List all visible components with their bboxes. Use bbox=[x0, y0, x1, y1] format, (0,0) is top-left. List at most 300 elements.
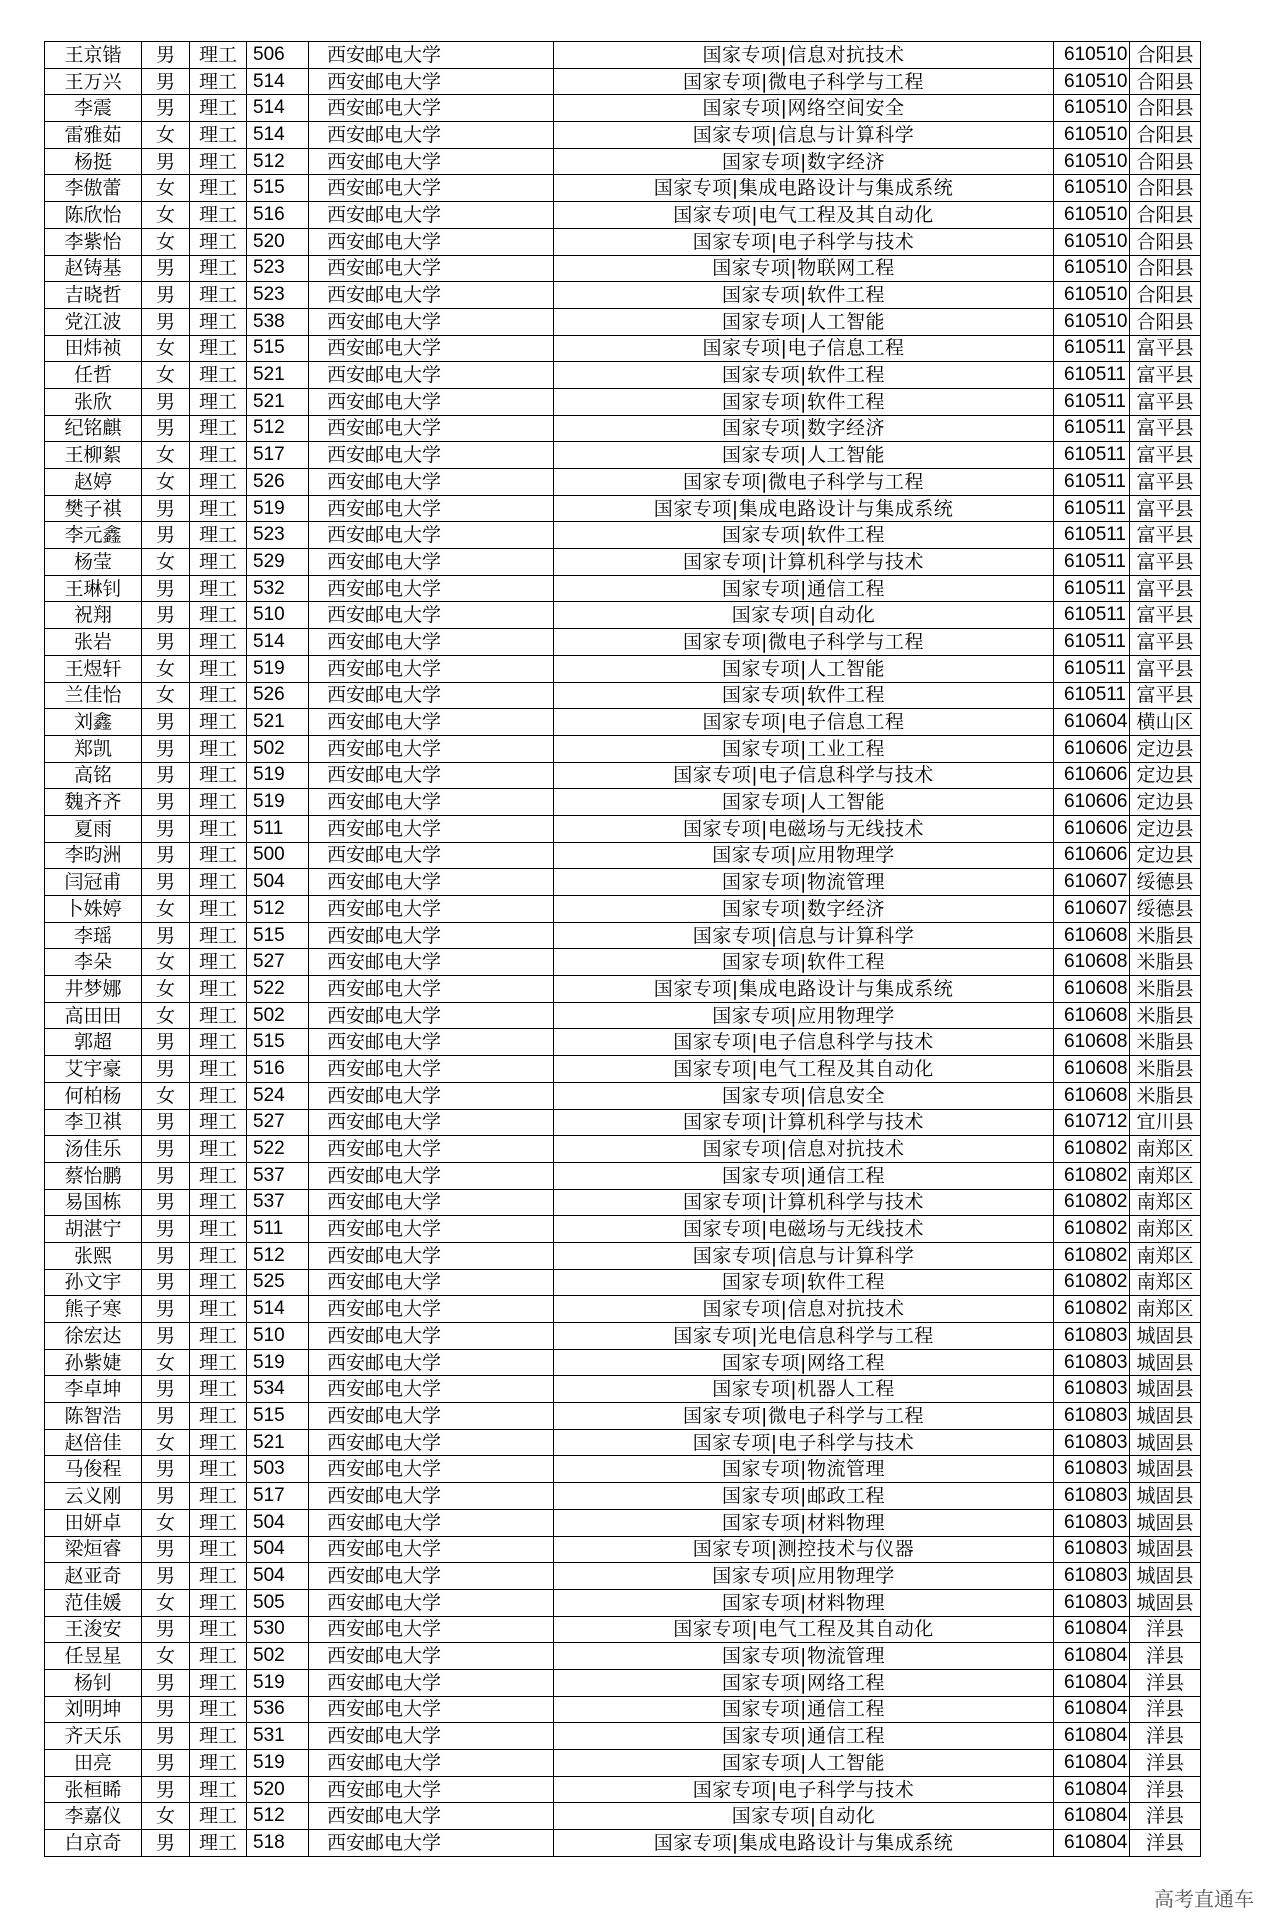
gender-cell: 女 bbox=[142, 1589, 190, 1616]
subject-type-cell: 理工 bbox=[190, 922, 247, 949]
subject-type-cell: 理工 bbox=[190, 122, 247, 149]
table-row bbox=[45, 1669, 1201, 1696]
table-row bbox=[45, 1750, 1201, 1777]
university-cell: 西安邮电大学 bbox=[309, 1669, 554, 1696]
region-code-cell: 610510 bbox=[1054, 228, 1130, 255]
student-name-cell: 田炜祯 bbox=[45, 335, 142, 362]
gender-cell: 男 bbox=[142, 1296, 190, 1323]
major-cell: 国家专项|软件工程 bbox=[554, 388, 1054, 415]
gender-cell: 女 bbox=[142, 228, 190, 255]
student-name-cell: 魏齐齐 bbox=[45, 789, 142, 816]
score-cell: 500 bbox=[247, 842, 309, 869]
student-name-cell: 兰佳怡 bbox=[45, 682, 142, 709]
county-cell: 富平县 bbox=[1130, 362, 1201, 389]
major-cell: 国家专项|集成电路设计与集成系统 bbox=[554, 495, 1054, 522]
student-name-cell: 赵铸基 bbox=[45, 255, 142, 282]
score-cell: 512 bbox=[247, 415, 309, 442]
region-code-cell: 610804 bbox=[1054, 1776, 1130, 1803]
gender-cell: 男 bbox=[142, 42, 190, 69]
county-cell: 富平县 bbox=[1130, 655, 1201, 682]
major-cell: 国家专项|信息与计算科学 bbox=[554, 922, 1054, 949]
region-code-cell: 610804 bbox=[1054, 1723, 1130, 1750]
university-cell: 西安邮电大学 bbox=[309, 122, 554, 149]
gender-cell: 女 bbox=[142, 549, 190, 576]
subject-type-cell: 理工 bbox=[190, 362, 247, 389]
county-cell: 宜川县 bbox=[1130, 1109, 1201, 1136]
university-cell: 西安邮电大学 bbox=[309, 842, 554, 869]
score-cell: 529 bbox=[247, 549, 309, 576]
score-cell: 537 bbox=[247, 1162, 309, 1189]
table-row bbox=[45, 896, 1201, 923]
gender-cell: 男 bbox=[142, 575, 190, 602]
major-cell: 国家专项|计算机科学与技术 bbox=[554, 1189, 1054, 1216]
region-code-cell: 610803 bbox=[1054, 1323, 1130, 1350]
major-cell: 国家专项|信息对抗技术 bbox=[554, 1296, 1054, 1323]
table-row bbox=[45, 255, 1201, 282]
gender-cell: 女 bbox=[142, 122, 190, 149]
score-cell: 504 bbox=[247, 869, 309, 896]
score-cell: 538 bbox=[247, 308, 309, 335]
major-cell: 国家专项|通信工程 bbox=[554, 1162, 1054, 1189]
table-row bbox=[45, 1242, 1201, 1269]
major-cell: 国家专项|人工智能 bbox=[554, 655, 1054, 682]
major-cell: 国家专项|电子科学与技术 bbox=[554, 1776, 1054, 1803]
major-cell: 国家专项|电气工程及其自动化 bbox=[554, 202, 1054, 229]
county-cell: 定边县 bbox=[1130, 842, 1201, 869]
region-code-cell: 610607 bbox=[1054, 896, 1130, 923]
student-name-cell: 赵倍佳 bbox=[45, 1429, 142, 1456]
table-row bbox=[45, 522, 1201, 549]
region-code-cell: 610802 bbox=[1054, 1189, 1130, 1216]
university-cell: 西安邮电大学 bbox=[309, 1616, 554, 1643]
major-cell: 国家专项|信息对抗技术 bbox=[554, 42, 1054, 69]
region-code-cell: 610803 bbox=[1054, 1456, 1130, 1483]
table-row bbox=[45, 95, 1201, 122]
county-cell: 南郑区 bbox=[1130, 1242, 1201, 1269]
region-code-cell: 610802 bbox=[1054, 1269, 1130, 1296]
subject-type-cell: 理工 bbox=[190, 1109, 247, 1136]
county-cell: 城固县 bbox=[1130, 1509, 1201, 1536]
county-cell: 定边县 bbox=[1130, 735, 1201, 762]
major-cell: 国家专项|计算机科学与技术 bbox=[554, 1109, 1054, 1136]
region-code-cell: 610803 bbox=[1054, 1403, 1130, 1430]
gender-cell: 男 bbox=[142, 1109, 190, 1136]
region-code-cell: 610608 bbox=[1054, 1056, 1130, 1083]
county-cell: 南郑区 bbox=[1130, 1216, 1201, 1243]
table-row bbox=[45, 1723, 1201, 1750]
gender-cell: 女 bbox=[142, 202, 190, 229]
county-cell: 南郑区 bbox=[1130, 1296, 1201, 1323]
major-cell: 国家专项|电磁场与无线技术 bbox=[554, 1216, 1054, 1243]
university-cell: 西安邮电大学 bbox=[309, 202, 554, 229]
university-cell: 西安邮电大学 bbox=[309, 1002, 554, 1029]
university-cell: 西安邮电大学 bbox=[309, 682, 554, 709]
major-cell: 国家专项|应用物理学 bbox=[554, 1563, 1054, 1590]
subject-type-cell: 理工 bbox=[190, 1509, 247, 1536]
county-cell: 富平县 bbox=[1130, 629, 1201, 656]
university-cell: 西安邮电大学 bbox=[309, 335, 554, 362]
major-cell: 国家专项|通信工程 bbox=[554, 1696, 1054, 1723]
subject-type-cell: 理工 bbox=[190, 1429, 247, 1456]
score-cell: 519 bbox=[247, 1349, 309, 1376]
table-row bbox=[45, 1349, 1201, 1376]
major-cell: 国家专项|物流管理 bbox=[554, 1643, 1054, 1670]
county-cell: 米脂县 bbox=[1130, 976, 1201, 1003]
region-code-cell: 610803 bbox=[1054, 1483, 1130, 1510]
county-cell: 富平县 bbox=[1130, 549, 1201, 576]
student-name-cell: 卜姝婷 bbox=[45, 896, 142, 923]
university-cell: 西安邮电大学 bbox=[309, 735, 554, 762]
score-cell: 505 bbox=[247, 1589, 309, 1616]
score-cell: 504 bbox=[247, 1563, 309, 1590]
score-cell: 526 bbox=[247, 682, 309, 709]
gender-cell: 男 bbox=[142, 95, 190, 122]
student-name-cell: 赵亚奇 bbox=[45, 1563, 142, 1590]
university-cell: 西安邮电大学 bbox=[309, 976, 554, 1003]
university-cell: 西安邮电大学 bbox=[309, 469, 554, 496]
table-row bbox=[45, 1162, 1201, 1189]
major-cell: 国家专项|工业工程 bbox=[554, 735, 1054, 762]
student-name-cell: 田亮 bbox=[45, 1750, 142, 1777]
gender-cell: 女 bbox=[142, 655, 190, 682]
county-cell: 合阳县 bbox=[1130, 95, 1201, 122]
major-cell: 国家专项|网络工程 bbox=[554, 1669, 1054, 1696]
major-cell: 国家专项|电子信息工程 bbox=[554, 709, 1054, 736]
score-cell: 516 bbox=[247, 202, 309, 229]
subject-type-cell: 理工 bbox=[190, 202, 247, 229]
region-code-cell: 610606 bbox=[1054, 762, 1130, 789]
major-cell: 国家专项|软件工程 bbox=[554, 1269, 1054, 1296]
region-code-cell: 610803 bbox=[1054, 1509, 1130, 1536]
table-row bbox=[45, 1323, 1201, 1350]
score-cell: 521 bbox=[247, 362, 309, 389]
gender-cell: 男 bbox=[142, 255, 190, 282]
gender-cell: 男 bbox=[142, 1563, 190, 1590]
score-cell: 519 bbox=[247, 655, 309, 682]
table-row bbox=[45, 469, 1201, 496]
score-cell: 534 bbox=[247, 1376, 309, 1403]
table-body bbox=[45, 42, 1201, 1857]
table-row bbox=[45, 1376, 1201, 1403]
subject-type-cell: 理工 bbox=[190, 1589, 247, 1616]
gender-cell: 男 bbox=[142, 1189, 190, 1216]
major-cell: 国家专项|微电子科学与工程 bbox=[554, 629, 1054, 656]
major-cell: 国家专项|电气工程及其自动化 bbox=[554, 1616, 1054, 1643]
student-name-cell: 胡湛宁 bbox=[45, 1216, 142, 1243]
score-cell: 514 bbox=[247, 68, 309, 95]
score-cell: 502 bbox=[247, 735, 309, 762]
region-code-cell: 610803 bbox=[1054, 1376, 1130, 1403]
score-cell: 517 bbox=[247, 1483, 309, 1510]
university-cell: 西安邮电大学 bbox=[309, 175, 554, 202]
county-cell: 合阳县 bbox=[1130, 68, 1201, 95]
gender-cell: 男 bbox=[142, 1056, 190, 1083]
student-name-cell: 李瑶 bbox=[45, 922, 142, 949]
subject-type-cell: 理工 bbox=[190, 896, 247, 923]
student-name-cell: 祝翔 bbox=[45, 602, 142, 629]
gender-cell: 男 bbox=[142, 602, 190, 629]
region-code-cell: 610606 bbox=[1054, 735, 1130, 762]
county-cell: 洋县 bbox=[1130, 1696, 1201, 1723]
region-code-cell: 610803 bbox=[1054, 1589, 1130, 1616]
subject-type-cell: 理工 bbox=[190, 869, 247, 896]
table-row bbox=[45, 1509, 1201, 1536]
student-name-cell: 杨钊 bbox=[45, 1669, 142, 1696]
student-name-cell: 吉晓哲 bbox=[45, 282, 142, 309]
table-row bbox=[45, 1483, 1201, 1510]
major-cell: 国家专项|电子科学与技术 bbox=[554, 1429, 1054, 1456]
table-row bbox=[45, 1002, 1201, 1029]
region-code-cell: 610511 bbox=[1054, 495, 1130, 522]
score-cell: 525 bbox=[247, 1269, 309, 1296]
major-cell: 国家专项|通信工程 bbox=[554, 1723, 1054, 1750]
table-row bbox=[45, 42, 1201, 69]
county-cell: 合阳县 bbox=[1130, 42, 1201, 69]
table-row bbox=[45, 1456, 1201, 1483]
student-name-cell: 王万兴 bbox=[45, 68, 142, 95]
score-cell: 512 bbox=[247, 896, 309, 923]
university-cell: 西安邮电大学 bbox=[309, 1136, 554, 1163]
student-name-cell: 任哲 bbox=[45, 362, 142, 389]
student-name-cell: 张桓睎 bbox=[45, 1776, 142, 1803]
student-name-cell: 李朵 bbox=[45, 949, 142, 976]
county-cell: 米脂县 bbox=[1130, 922, 1201, 949]
major-cell: 国家专项|应用物理学 bbox=[554, 842, 1054, 869]
table-row bbox=[45, 202, 1201, 229]
major-cell: 国家专项|微电子科学与工程 bbox=[554, 469, 1054, 496]
university-cell: 西安邮电大学 bbox=[309, 602, 554, 629]
region-code-cell: 610511 bbox=[1054, 522, 1130, 549]
university-cell: 西安邮电大学 bbox=[309, 629, 554, 656]
student-name-cell: 高田田 bbox=[45, 1002, 142, 1029]
table-row bbox=[45, 869, 1201, 896]
university-cell: 西安邮电大学 bbox=[309, 1029, 554, 1056]
university-cell: 西安邮电大学 bbox=[309, 1509, 554, 1536]
student-name-cell: 闫冠甫 bbox=[45, 869, 142, 896]
score-cell: 532 bbox=[247, 575, 309, 602]
student-name-cell: 范佳媛 bbox=[45, 1589, 142, 1616]
table-row bbox=[45, 1776, 1201, 1803]
table-row bbox=[45, 1643, 1201, 1670]
gender-cell: 男 bbox=[142, 1750, 190, 1777]
student-name-cell: 孙紫婕 bbox=[45, 1349, 142, 1376]
university-cell: 西安邮电大学 bbox=[309, 815, 554, 842]
student-name-cell: 李卫祺 bbox=[45, 1109, 142, 1136]
county-cell: 合阳县 bbox=[1130, 122, 1201, 149]
table-row bbox=[45, 976, 1201, 1003]
major-cell: 国家专项|数字经济 bbox=[554, 896, 1054, 923]
region-code-cell: 610608 bbox=[1054, 1082, 1130, 1109]
gender-cell: 女 bbox=[142, 949, 190, 976]
score-cell: 502 bbox=[247, 1643, 309, 1670]
county-cell: 洋县 bbox=[1130, 1776, 1201, 1803]
subject-type-cell: 理工 bbox=[190, 95, 247, 122]
university-cell: 西安邮电大学 bbox=[309, 1269, 554, 1296]
score-cell: 512 bbox=[247, 148, 309, 175]
score-cell: 522 bbox=[247, 976, 309, 1003]
gender-cell: 女 bbox=[142, 175, 190, 202]
county-cell: 城固县 bbox=[1130, 1323, 1201, 1350]
subject-type-cell: 理工 bbox=[190, 1216, 247, 1243]
university-cell: 西安邮电大学 bbox=[309, 762, 554, 789]
gender-cell: 男 bbox=[142, 522, 190, 549]
student-name-cell: 徐宏达 bbox=[45, 1323, 142, 1350]
major-cell: 国家专项|信息安全 bbox=[554, 1082, 1054, 1109]
region-code-cell: 610606 bbox=[1054, 789, 1130, 816]
score-cell: 519 bbox=[247, 495, 309, 522]
region-code-cell: 610511 bbox=[1054, 388, 1130, 415]
gender-cell: 女 bbox=[142, 682, 190, 709]
major-cell: 国家专项|应用物理学 bbox=[554, 1002, 1054, 1029]
gender-cell: 男 bbox=[142, 1136, 190, 1163]
university-cell: 西安邮电大学 bbox=[309, 789, 554, 816]
score-cell: 514 bbox=[247, 122, 309, 149]
score-cell: 515 bbox=[247, 1403, 309, 1430]
subject-type-cell: 理工 bbox=[190, 148, 247, 175]
region-code-cell: 610802 bbox=[1054, 1136, 1130, 1163]
gender-cell: 男 bbox=[142, 815, 190, 842]
county-cell: 城固县 bbox=[1130, 1376, 1201, 1403]
region-code-cell: 610804 bbox=[1054, 1616, 1130, 1643]
county-cell: 城固县 bbox=[1130, 1456, 1201, 1483]
table-row bbox=[45, 922, 1201, 949]
table-row bbox=[45, 815, 1201, 842]
university-cell: 西安邮电大学 bbox=[309, 1216, 554, 1243]
gender-cell: 男 bbox=[142, 1029, 190, 1056]
table-row bbox=[45, 1136, 1201, 1163]
major-cell: 国家专项|材料物理 bbox=[554, 1589, 1054, 1616]
major-cell: 国家专项|物流管理 bbox=[554, 869, 1054, 896]
student-name-cell: 陈智浩 bbox=[45, 1403, 142, 1430]
subject-type-cell: 理工 bbox=[190, 42, 247, 69]
gender-cell: 男 bbox=[142, 1696, 190, 1723]
table-row bbox=[45, 68, 1201, 95]
gender-cell: 男 bbox=[142, 1830, 190, 1857]
table-row bbox=[45, 308, 1201, 335]
county-cell: 南郑区 bbox=[1130, 1269, 1201, 1296]
gender-cell: 女 bbox=[142, 442, 190, 469]
region-code-cell: 610804 bbox=[1054, 1696, 1130, 1723]
university-cell: 西安邮电大学 bbox=[309, 1536, 554, 1563]
university-cell: 西安邮电大学 bbox=[309, 42, 554, 69]
county-cell: 洋县 bbox=[1130, 1669, 1201, 1696]
region-code-cell: 610510 bbox=[1054, 68, 1130, 95]
table-row bbox=[45, 1109, 1201, 1136]
gender-cell: 女 bbox=[142, 362, 190, 389]
gender-cell: 男 bbox=[142, 1403, 190, 1430]
university-cell: 西安邮电大学 bbox=[309, 549, 554, 576]
student-name-cell: 纪铭麒 bbox=[45, 415, 142, 442]
major-cell: 国家专项|网络工程 bbox=[554, 1349, 1054, 1376]
student-name-cell: 汤佳乐 bbox=[45, 1136, 142, 1163]
subject-type-cell: 理工 bbox=[190, 1776, 247, 1803]
student-name-cell: 李傲蕾 bbox=[45, 175, 142, 202]
university-cell: 西安邮电大学 bbox=[309, 1109, 554, 1136]
student-name-cell: 齐天乐 bbox=[45, 1723, 142, 1750]
region-code-cell: 610510 bbox=[1054, 282, 1130, 309]
score-cell: 514 bbox=[247, 629, 309, 656]
watermark-text: 高考直通车 bbox=[1154, 1887, 1254, 1911]
county-cell: 合阳县 bbox=[1130, 148, 1201, 175]
county-cell: 米脂县 bbox=[1130, 1002, 1201, 1029]
university-cell: 西安邮电大学 bbox=[309, 1589, 554, 1616]
student-name-cell: 刘明坤 bbox=[45, 1696, 142, 1723]
table-row bbox=[45, 1296, 1201, 1323]
university-cell: 西安邮电大学 bbox=[309, 1696, 554, 1723]
score-cell: 521 bbox=[247, 709, 309, 736]
major-cell: 国家专项|材料物理 bbox=[554, 1509, 1054, 1536]
student-name-cell: 张熙 bbox=[45, 1242, 142, 1269]
subject-type-cell: 理工 bbox=[190, 282, 247, 309]
table-row bbox=[45, 362, 1201, 389]
university-cell: 西安邮电大学 bbox=[309, 1750, 554, 1777]
subject-type-cell: 理工 bbox=[190, 175, 247, 202]
subject-type-cell: 理工 bbox=[190, 1082, 247, 1109]
student-name-cell: 孙文宇 bbox=[45, 1269, 142, 1296]
table-row bbox=[45, 442, 1201, 469]
major-cell: 国家专项|计算机科学与技术 bbox=[554, 549, 1054, 576]
region-code-cell: 610510 bbox=[1054, 255, 1130, 282]
county-cell: 合阳县 bbox=[1130, 282, 1201, 309]
major-cell: 国家专项|测控技术与仪器 bbox=[554, 1536, 1054, 1563]
major-cell: 国家专项|电磁场与无线技术 bbox=[554, 815, 1054, 842]
table-row bbox=[45, 122, 1201, 149]
subject-type-cell: 理工 bbox=[190, 1029, 247, 1056]
table-row bbox=[45, 175, 1201, 202]
student-name-cell: 李卓坤 bbox=[45, 1376, 142, 1403]
score-cell: 520 bbox=[247, 228, 309, 255]
score-cell: 527 bbox=[247, 1109, 309, 1136]
student-name-cell: 李嘉仪 bbox=[45, 1803, 142, 1830]
county-cell: 城固县 bbox=[1130, 1483, 1201, 1510]
student-name-cell: 何柏杨 bbox=[45, 1082, 142, 1109]
student-name-cell: 党江波 bbox=[45, 308, 142, 335]
gender-cell: 男 bbox=[142, 789, 190, 816]
table-row bbox=[45, 602, 1201, 629]
gender-cell: 男 bbox=[142, 1536, 190, 1563]
gender-cell: 男 bbox=[142, 1723, 190, 1750]
county-cell: 横山区 bbox=[1130, 709, 1201, 736]
subject-type-cell: 理工 bbox=[190, 655, 247, 682]
university-cell: 西安邮电大学 bbox=[309, 869, 554, 896]
university-cell: 西安邮电大学 bbox=[309, 949, 554, 976]
region-code-cell: 610804 bbox=[1054, 1830, 1130, 1857]
region-code-cell: 610608 bbox=[1054, 1002, 1130, 1029]
score-cell: 512 bbox=[247, 1803, 309, 1830]
student-name-cell: 郑凯 bbox=[45, 735, 142, 762]
score-cell: 527 bbox=[247, 949, 309, 976]
table-row bbox=[45, 1056, 1201, 1083]
subject-type-cell: 理工 bbox=[190, 1403, 247, 1430]
subject-type-cell: 理工 bbox=[190, 1002, 247, 1029]
major-cell: 国家专项|电子信息工程 bbox=[554, 335, 1054, 362]
gender-cell: 男 bbox=[142, 415, 190, 442]
score-cell: 510 bbox=[247, 602, 309, 629]
gender-cell: 男 bbox=[142, 388, 190, 415]
table-row bbox=[45, 415, 1201, 442]
score-cell: 510 bbox=[247, 1323, 309, 1350]
gender-cell: 男 bbox=[142, 1456, 190, 1483]
university-cell: 西安邮电大学 bbox=[309, 1456, 554, 1483]
university-cell: 西安邮电大学 bbox=[309, 896, 554, 923]
county-cell: 南郑区 bbox=[1130, 1189, 1201, 1216]
university-cell: 西安邮电大学 bbox=[309, 95, 554, 122]
score-cell: 515 bbox=[247, 175, 309, 202]
subject-type-cell: 理工 bbox=[190, 1830, 247, 1857]
county-cell: 洋县 bbox=[1130, 1643, 1201, 1670]
region-code-cell: 610511 bbox=[1054, 442, 1130, 469]
university-cell: 西安邮电大学 bbox=[309, 1723, 554, 1750]
